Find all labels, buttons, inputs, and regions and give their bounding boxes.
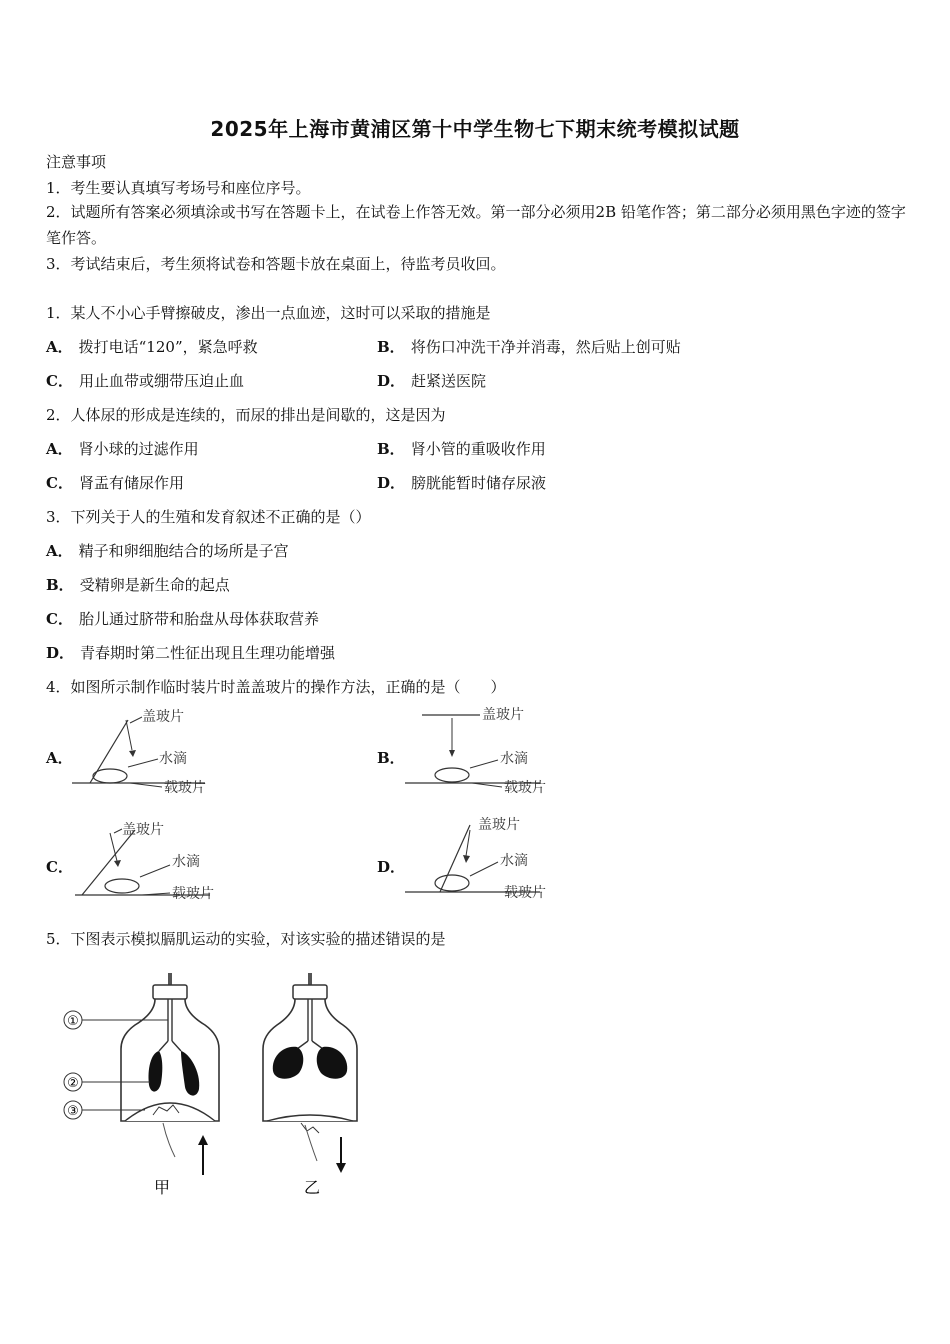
arrow-up-head <box>198 1135 208 1145</box>
leader-line <box>130 717 142 723</box>
cover-slip-line <box>90 720 128 783</box>
page-title: 2025年上海市黄浦区第十中学生物七下期末统考模拟试题 <box>210 117 740 141</box>
arrow-line <box>126 720 132 750</box>
leader-line <box>140 865 170 877</box>
option-label: B． <box>377 440 405 458</box>
bronchi <box>297 1041 323 1049</box>
water-drop <box>435 768 469 782</box>
label-cover-slip: 盖玻片 <box>478 817 520 833</box>
jar-right <box>263 973 357 1173</box>
option-text: 胎儿通过脐带和胎盘从母体获取营养 <box>78 610 319 628</box>
hand-sketch <box>301 1123 319 1133</box>
question-1-option-a <box>46 336 258 357</box>
option-text: 拨打电话“120”，紧急呼救 <box>78 338 258 356</box>
diaphragm-membrane <box>125 1103 215 1121</box>
question-3-option-b <box>46 574 230 595</box>
label-cover-slip: 盖玻片 <box>122 822 164 838</box>
option-label: A． <box>46 338 73 356</box>
callout-2: ② <box>67 1076 79 1091</box>
question-4-option-d: D． <box>377 858 406 876</box>
water-drop <box>435 875 469 891</box>
figure-diaphragm-model <box>55 965 375 1205</box>
option-text: 肾盂有储尿作用 <box>78 474 184 492</box>
lung-right <box>317 1047 347 1079</box>
option-text: 将伤口冲洗干净并消毒，然后贴上创可贴 <box>410 338 681 356</box>
arrow-head <box>114 860 121 867</box>
leader-line <box>128 759 158 767</box>
option-label: B． <box>377 338 405 356</box>
notice-item-3: 3．考试结束后，考生须将试卷和答题卡放在桌面上，待监考员收回。 <box>46 255 506 273</box>
notice-item-2: 2．试题所有答案必须填涂或书写在答题卡上，在试卷上作答无效。第一部分必须用2B 铅笔作答；第二部分必须用黑色字迹的签字笔作答。 <box>46 203 906 247</box>
question-4-option-c: C． <box>46 858 73 876</box>
water-drop <box>105 879 139 893</box>
option-text: 肾小管的重吸收作用 <box>410 440 546 458</box>
question-3-option-a <box>46 540 289 561</box>
option-label: A． <box>46 542 73 560</box>
string <box>305 1125 317 1161</box>
question-3-stem: 3．下列关于人的生殖和发育叙述不正确的是（） <box>46 508 371 526</box>
question-4-stem: 4．如图所示制作临时装片时盖盖玻片的操作方法，正确的是（ ） <box>46 678 506 696</box>
label-water: 水滴 <box>172 854 200 870</box>
question-2-option-b <box>377 438 546 459</box>
question-1-option-d <box>377 370 486 391</box>
string <box>163 1123 175 1157</box>
lung-left <box>273 1047 303 1079</box>
option-label: C． <box>46 610 73 628</box>
option-text: 青春期时第二性征出现且生理功能增强 <box>80 644 336 662</box>
option-label: C． <box>46 474 73 492</box>
leader-line <box>470 760 498 768</box>
option-text: 受精卵是新生命的起点 <box>79 576 230 594</box>
option-text: 用止血带或绷带压迫止血 <box>78 372 244 390</box>
option-label: D． <box>377 474 406 492</box>
label-cover-slip: 盖玻片 <box>482 707 524 723</box>
label-jia: 甲 <box>153 1178 171 1197</box>
label-slide: 载玻片 <box>172 886 214 902</box>
label-cover-slip: 盖玻片 <box>142 709 184 725</box>
label-slide: 载玻片 <box>504 780 546 796</box>
question-2-option-d <box>377 472 546 493</box>
option-text: 膀胱能暂时储存尿液 <box>411 474 547 492</box>
question-4-option-b: B． <box>377 749 405 767</box>
label-water: 水滴 <box>500 853 528 869</box>
option-text: 精子和卵细胞结合的场所是子宫 <box>78 542 289 560</box>
notice-heading: 注意事项 <box>46 153 107 171</box>
option-label: D． <box>46 644 75 662</box>
question-2-stem: 2．人体尿的形成是连续的，而尿的排出是间歇的，这是因为 <box>46 406 446 424</box>
leader-line <box>114 829 122 833</box>
figure-option-b <box>400 700 560 800</box>
option-label: B． <box>46 576 74 594</box>
question-4-option-a: A． <box>46 749 73 767</box>
figure-option-d <box>400 810 560 910</box>
label-slide: 载玻片 <box>164 780 206 796</box>
notice-item-1: 1．考生要认真填写考场号和座位序号。 <box>46 179 311 197</box>
option-text: 肾小球的过滤作用 <box>78 440 199 458</box>
arrow-down-head <box>336 1163 346 1173</box>
question-1-option-c <box>46 370 244 391</box>
option-label: D． <box>377 372 406 390</box>
figure-option-a <box>70 705 220 800</box>
callout-1: ① <box>67 1014 79 1029</box>
label-slide: 载玻片 <box>504 885 546 901</box>
arrow-head <box>449 750 455 757</box>
question-2-option-c <box>46 472 184 493</box>
lung-right <box>181 1051 199 1096</box>
question-2-option-a <box>46 438 199 459</box>
question-5-stem: 5．下图表示模拟膈肌运动的实验，对该实验的描述错误的是 <box>46 930 446 948</box>
figure-option-c <box>70 815 230 910</box>
stopper <box>153 985 187 999</box>
lung-left <box>148 1051 162 1092</box>
stopper <box>293 985 327 999</box>
cover-slip-line <box>82 830 135 895</box>
water-drop <box>93 769 127 783</box>
question-1-option-b <box>377 336 681 357</box>
leader-line <box>470 862 498 876</box>
arrow-head <box>463 855 470 863</box>
option-label: C． <box>46 372 73 390</box>
label-yi: 乙 <box>303 1178 321 1197</box>
bronchi <box>159 1041 181 1051</box>
callout-3: ③ <box>67 1104 79 1119</box>
question-1-stem: 1．某人不小心手臂擦破皮，渗出一点血迹，这时可以采取的措施是 <box>46 304 491 322</box>
label-water: 水滴 <box>159 751 187 767</box>
question-3-option-c <box>46 608 319 629</box>
option-text: 赶紧送医院 <box>411 372 487 390</box>
option-label: A． <box>46 440 73 458</box>
question-3-option-d <box>46 642 335 663</box>
arrow-head <box>129 750 136 757</box>
label-water: 水滴 <box>500 751 528 767</box>
diaphragm-membrane <box>267 1115 353 1121</box>
jar-left <box>121 973 219 1175</box>
